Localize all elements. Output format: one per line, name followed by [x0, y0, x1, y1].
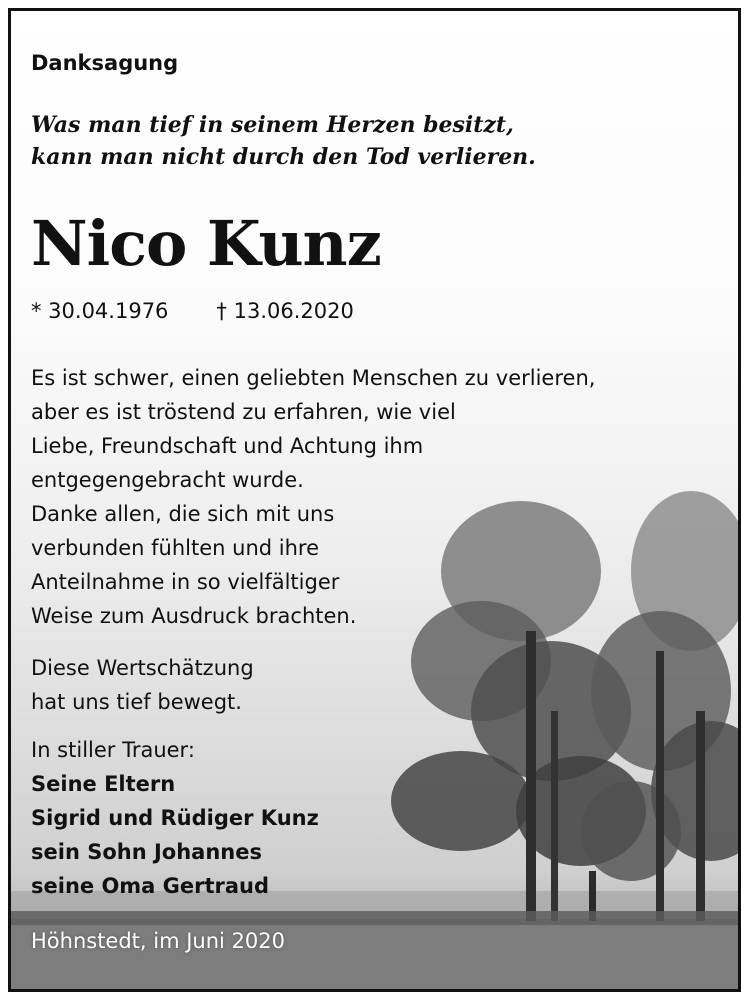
mourner-name: Seine Eltern [31, 772, 176, 796]
motto-line: Was man tief in seinem Herzen besitzt, [31, 112, 514, 138]
tree-right [581, 491, 741, 921]
paragraph-line: verbunden fühlten und ihre [31, 536, 320, 560]
paragraph-line: Es ist schwer, einen geliebten Menschen zu verlieren, [31, 366, 596, 390]
thanks-paragraph [31, 361, 595, 633]
paragraph-line: Danke allen, die sich mit uns [31, 502, 335, 526]
mourning-intro: In stiller Trauer: [31, 738, 195, 762]
mourners-block [31, 733, 319, 903]
mourner-name: Sigrid und Rüdiger Kunz [31, 806, 319, 830]
paragraph-line: Weise zum Ausdruck brachten. [31, 604, 357, 628]
birth-date: * 30.04.1976 [31, 299, 169, 323]
notice-heading: Danksagung [31, 51, 179, 75]
hedge [11, 911, 741, 925]
paragraph-line: aber es ist tröstend zu erfahren, wie viel [31, 400, 456, 424]
mourner-name: sein Sohn Johannes [31, 840, 262, 864]
life-dates [31, 299, 354, 323]
paragraph-line: entgegengebracht wurde. [31, 468, 304, 492]
mourner-name: seine Oma Gertraud [31, 874, 270, 898]
death-notice-card [8, 8, 741, 992]
appreciation-paragraph [31, 651, 254, 719]
death-date: † 13.06.2020 [216, 299, 354, 323]
place-date: Höhnstedt, im Juni 2020 [31, 929, 285, 953]
paragraph-line: hat uns tief bewegt. [31, 690, 242, 714]
paragraph-line: Diese Wertschätzung [31, 656, 254, 680]
motto-line: kann man nicht durch den Tod verlieren. [31, 144, 536, 170]
paragraph-line: Liebe, Freundschaft und Achtung ihm [31, 434, 424, 458]
deceased-name: Nico Kunz [31, 207, 381, 280]
motto [31, 109, 536, 173]
paragraph-line: Anteilnahme in so vielfältiger [31, 570, 340, 594]
